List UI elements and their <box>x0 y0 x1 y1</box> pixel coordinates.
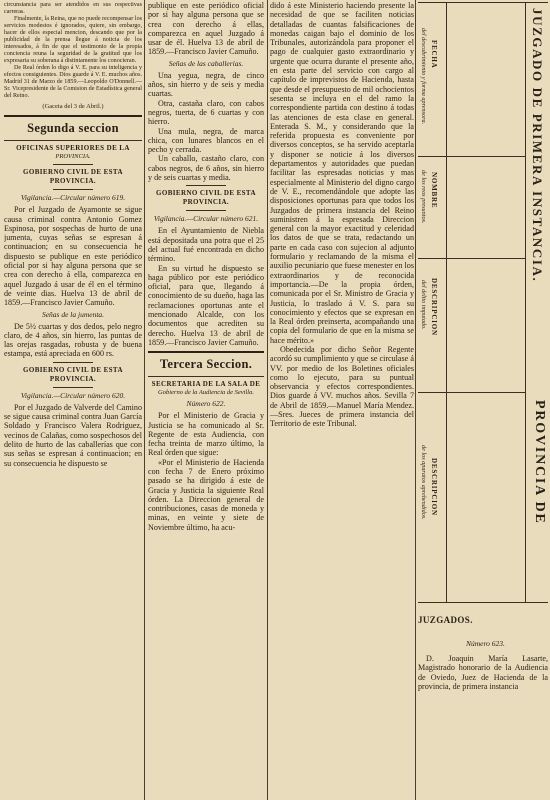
section-title: Tercera Seccion. <box>159 357 253 372</box>
order-number: Número 622. <box>186 399 226 409</box>
column-3 <box>270 0 414 800</box>
subheading: Señas de las caballerías. <box>168 58 244 68</box>
heading: GOBIERNO CIVIL DE ESTA PROVINCIA. <box>23 365 123 383</box>
circular-number: Vigilancia.—Circular número 619. <box>20 193 126 203</box>
divider <box>53 387 93 388</box>
heading: SECRETARIA DE LA SALA DE <box>151 380 261 389</box>
table-line <box>418 2 548 3</box>
circular-number: Vigilancia.—Circular número 621. <box>153 214 259 224</box>
column-1 <box>4 0 142 800</box>
divider <box>186 185 226 186</box>
section-subtitle-2: PROVINCIA. <box>55 153 91 161</box>
column-label-descripcion-delito: DESCRIPCION <box>430 278 438 336</box>
divider <box>53 189 93 190</box>
paragraph: publique en este periódico oficial por si hay alguna persona que se crea con derecho á ellas, comparezca en aquel Juzgado á usar de él. Huelva 13 de abril de 1859.—Francisco Javier Camuño. <box>148 1 264 57</box>
column-sub-descripcion-delito: del delito imputado. <box>420 280 427 330</box>
juzgados-heading: JUZGADOS. <box>418 615 473 625</box>
column-rule <box>144 0 145 800</box>
paragraph: circunstancia para ser atendidos en sus respectivas carreras. <box>4 2 142 15</box>
divider <box>148 351 264 353</box>
paragraph: D. Joaquin María Lasarte, Magistrado honorario de la Audiencia de Oviedo, Juez de Hacienda de la provincia, de primera instancia <box>418 654 548 691</box>
paragraph: dido á este Ministerio haciendo presente la necesidad de que se faciliten noticias detalladas de cuantas falsificaciones de monedas caigan bajo el dominio de los Tribunales, autorizándola para proponer el pago de cualquier gasto extraordinario y urgente que ocurra durante el presente año, en esta parte del servicio con cargo al capítulo de imprevistos de Hacienda, hasta que desde el presupuesto de mil ochocientos sesenta se incluya en el del ramo la correspondiente partida con destino á todas las atenciones de esta clase en general. Enterada S. M., y considerando que la referida propuesta es conveniente por diversos conceptos, se ha servido aceptarla y disponer se noticie á los diversos departamentos y autoridades que puedan facilitar las espresadas noticias y mas especialmente al Ministerio del digno cargo de V. E., recomendándole que adopte las disposiciones oportunas para que todos los Juzgados de primera instancia del Reino suministren á la espresada Direccion general con la mayor exactitud y celeridad los datos de que se trata, redactando un parte en cada caso con sujecion al adjunto formulario y reclamando de la misma el auxilio pecuniario que fuese menester en los extraordinarios y de reconocida importancia.—De la propia órden, comunicada por el Sr. Ministro de Gracia y Justicia, lo traslado á V. S. para su conocimiento y efectos que se expresan en la Real órden preinserta, acompañando una copia del formulario de que en la misma se hace mérito.» <box>270 1 414 345</box>
paragraph: Por el Ministerio de Gracia y Justicia se ha comunicado al Sr. Regente de esta Audiencia, con fecha treinta de marzo último, la Real órden que sigue: <box>148 411 264 458</box>
divider <box>186 210 226 211</box>
paragraph: Una yegua, negra, de cinco años, sin hierro y de seis y media cuartas. <box>148 70 264 99</box>
table-line <box>418 258 525 259</box>
paragraph: Otra, castaña claro, con cabos negros, tuerta, de 6 cuartas y con hierro. <box>148 98 264 127</box>
divider <box>4 140 142 141</box>
column-rule <box>415 0 416 800</box>
paragraph: En el Ayuntamiento de Niebla está depositada una potra que el 25 del actual fué encontrada en dicho término. <box>148 226 264 264</box>
circular-number: Vigilancia.—Circular número 620. <box>20 390 126 400</box>
paragraph: De 5½ cuartas y dos dedos, pelo negro claro, de 4 años, sin hierro, las puntas de las orejas rasgadas, robusta y de buena estampa, está apreciada en 600 rs. <box>4 321 142 359</box>
heading: GOBIERNO CIVIL DE ESTA PROVINCIA. <box>23 168 123 186</box>
table-line <box>418 156 525 157</box>
column-sub-nombre: de los reos presuntos. <box>420 170 427 224</box>
paragraph: En su virtud he dispuesto se haga público por este periódico oficial, para que, llegando á conocimiento de su dueño, haga las reclamaciones oportunas ante el mencionado Alcalde, con los documentos que acrediten su derecho. Huelva 13 de abril de 1859.—Francisco Javier Camuño. <box>148 263 264 347</box>
heading: GOBIERNO CIVIL DE ESTA PROVINCIA. <box>156 189 256 207</box>
paragraph: Por el Juzgado de Valverde del Camino se sigue causa criminal contra Juan García Soldado y Francisco Valera Rodriguez, vecinos de Calañas, como sospechosos del delito de hurto de las caballerías que con sus señas se espresan á continuacion; en su consecuencia he dispuesto se <box>4 402 142 468</box>
paragraph: Un caballo, castaño claro, con cabos negros, de 6 años, sin hierro y de seis cuartas y media. <box>148 154 264 183</box>
column-sub-fecha: del descubrimiento y forma aprensora. <box>420 28 427 125</box>
divider <box>53 164 93 165</box>
paragraph: Una mula, negra, de marca chica, con lunares blancos en el pecho y cerrada. <box>148 126 264 155</box>
column-label-descripcion-aparatos: DESCRIPCION <box>430 458 438 516</box>
column-rule <box>267 0 268 800</box>
divider <box>4 115 142 117</box>
section-title: Segunda seccion <box>27 121 119 136</box>
subheading: Gobierno de la Audiencia de Sevilla. <box>158 389 254 397</box>
table-line <box>418 392 525 393</box>
paragraph: De Real órden lo digo á V. E. para su inteligencia y efectos consiguientes. Dios guarde á V. E. muchos años. Madrid 31 de Marzo de 1859.—Leopoldo O'Donnell.—Sr. Vicepresidente de la Comision de Estadística general del Reino. <box>4 65 142 99</box>
gaceta-source: (Gaceta del 3 de Abril.) <box>42 103 104 110</box>
royal-order-closing <box>4 2 142 100</box>
column-label-nombre: NOMBRE <box>430 172 438 209</box>
paragraph: Por el Juzgado de Ayamonte se sigue causa criminal contra Antonio Gomez Espinosa, por sospechas de hurto de una jumenta, cuyas señas se espresan á continuacion; en su consecuencia he dispuesto se publique en este periódico oficial por si hay alguna persona que se crea con derecho á ella, comparezca en aquel Juzgado á usar de él en el término de veinte dias. Huelva 13 de abril de 1859.—Francisco Javier Camuño. <box>4 205 142 308</box>
order-number: Número 623. <box>466 639 505 648</box>
column-label-fecha: FECHA <box>430 40 438 69</box>
paragraph: Finalmente, la Reina, que no puede recompensar los servicios modestos é ignorados, quiere, sin embargo, hacer de ellos especial mencion, descando que por la publicidad de la prensa llegue á noticia de los interesados, á fin de que el testimonio de la propia conciencia reuna la seguridad de la gratitud que los expresaria su soberana á distintamente los conocieran. <box>4 16 142 64</box>
divider <box>148 376 264 377</box>
subheading: Señas de la jumenta. <box>41 309 105 319</box>
section-subtitle: OFICINAS SUPERIORES DE LA <box>16 144 130 153</box>
table-line <box>446 2 447 602</box>
divider <box>53 362 93 363</box>
juzgado-title: JUZGADO DE PRIMERA INSTANCIA. <box>530 8 545 283</box>
paragraph: Obedecida por dicho Señor Regente acordó su cumplimiento y que se circulase á VV. por medio de los Boletines oficiales como lo ejecuto, para su puntual observancia y efectos correspondientes. Dios guarde á VV. muchos años. Sevilla 7 de Abril de 1859.—Manuel María Mendez.—Sres. Jueces de primera instancia del Territorio de este Tribunal. <box>270 344 414 429</box>
column-sub-descripcion-aparatos: de los aparatos aprehendidos. <box>420 445 427 520</box>
column-2 <box>148 0 264 800</box>
provincia-title: PROVINCIA DE <box>532 400 547 525</box>
table-line <box>418 602 548 603</box>
paragraph: «Por el Ministerio de Hacienda con fecha 7 de Enero próximo pasado se ha dirigido á este de Gracia y Justicia la siguiente Real órden. La Direccion general de contribuciones, casas de moneda y minas, en veinte y siete de Noviembre último, ha acu- <box>148 457 264 532</box>
table-line <box>525 2 526 602</box>
